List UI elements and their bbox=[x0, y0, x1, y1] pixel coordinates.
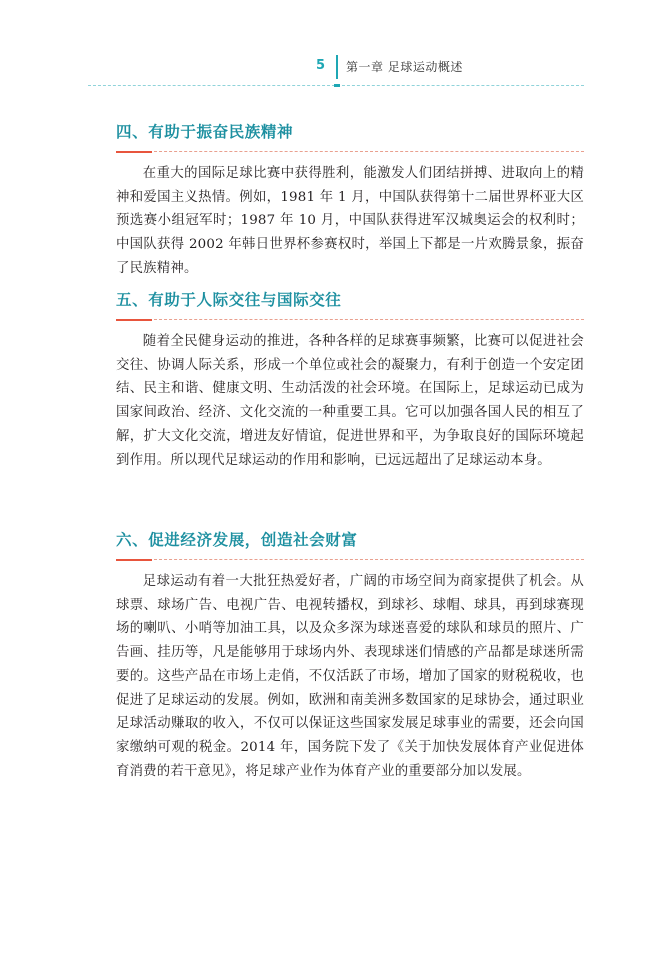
header-divider bbox=[336, 55, 338, 79]
heading-rule bbox=[116, 559, 584, 561]
section-paragraph: 足球运动有着一大批狂热爱好者，广阔的市场空间为商家提供了机会。从球票、球场广告、电视广告、电视转播权，到球衫、球帽、球具，再到球赛现场的喇叭、小哨等加油工具，以及众多深为球迷喜爱的球队和球员的照片、广告画、挂历等，凡是能够用于球场内外、表现球迷们情感的产品都是球迷所需要的。这些产品在市场上走俏，不仅活跃了市场，增加了国家的财税税收，也促进了足球运动的发展。例如，欧洲和南美洲多数国家的足球协会，通过职业足球活动赚取的收入，不仅可以保证这些国家发展足球事业的需要，还会向国家缴纳可观的税金。2014 年，国务院下发了《关于加快发展体育产业促进体育消费的若干意见》，将足球产业作为体育产业的重要部分加以发展。 bbox=[116, 574, 584, 779]
section-paragraph: 随着全民健身运动的推进，各种各样的足球赛事频繁，比赛可以促进社会交往、协调人际关系，形成一个单位或社会的凝聚力，有利于创造一个安定团结、民主和谐、健康文明、生动活泼的社会环境。在国际上，足球运动已成为国家间政治、经济、文化交流的一种重要工具。它可以加强各国人民的相互了解，扩大文化交流，增进友好情谊，促进世界和平，为争取良好的国际环境起到作用。所以现代足球运动的作用和影响，已远远超出了足球运动本身。 bbox=[116, 334, 584, 468]
chapter-title: 第一章 足球运动概述 bbox=[346, 60, 463, 74]
heading-rule-accent bbox=[116, 559, 152, 561]
heading-rule-dashes bbox=[154, 151, 584, 152]
heading-rule-dashes bbox=[154, 319, 584, 320]
heading-rule bbox=[116, 151, 584, 153]
heading-rule bbox=[116, 319, 584, 321]
section-heading: 五、有助于人际交往与国际交往 bbox=[116, 291, 342, 309]
heading-rule-accent bbox=[116, 151, 152, 153]
section-social-exchange bbox=[116, 289, 584, 472]
header-rule-accent bbox=[334, 84, 340, 87]
running-header bbox=[88, 55, 584, 85]
section-national-spirit bbox=[116, 121, 584, 281]
heading-rule-dashes bbox=[154, 559, 584, 560]
section-paragraph: 在重大的国际足球比赛中获得胜利，能激发人们团结拼搏、进取向上的精神和爱国主义热情。例如，1981 年 1 月，中国队获得第十二届世界杯亚大区预选赛小组冠军时；1987 年 10 月，中国队获得进军汉城奥运会的权利时；中国队获得 2002 年韩日世界杯参赛权时，举国上下都是一片欢腾景象，振奋了民族精神。 bbox=[116, 166, 584, 276]
section-heading: 四、有助于振奋民族精神 bbox=[116, 123, 294, 141]
section-heading: 六、促进经济发展，创造社会财富 bbox=[116, 531, 358, 549]
page-number: 5 bbox=[316, 58, 326, 73]
heading-rule-accent bbox=[116, 319, 152, 321]
section-economic-development bbox=[116, 529, 584, 783]
